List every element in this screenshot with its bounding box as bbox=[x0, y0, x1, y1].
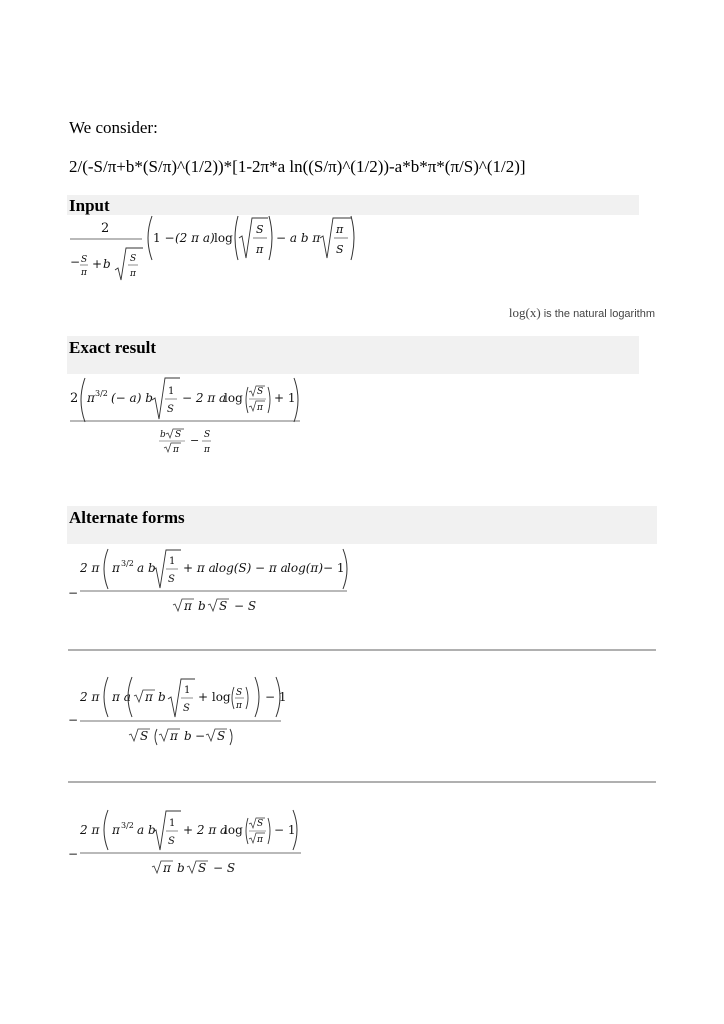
svg-text:(− a) b: (− a) b bbox=[111, 391, 153, 405]
svg-text:2 π: 2 π bbox=[80, 690, 100, 704]
svg-text:−: − bbox=[68, 847, 79, 861]
svg-text:+ log: + log bbox=[198, 690, 231, 704]
svg-text:− a b π: − a b π bbox=[276, 231, 321, 245]
svg-text:+ 2 π a: + 2 π a bbox=[183, 823, 228, 837]
svg-text:1: 1 bbox=[168, 386, 175, 397]
svg-text:π: π bbox=[87, 391, 95, 405]
svg-text:−: − bbox=[68, 586, 79, 600]
query-text: 2/(-S/π+b*(S/π)^(1/2))*[1-2π*a ln((S/π)^(1/2))-a*b*π*(π/S)^(1/2)] bbox=[69, 157, 526, 176]
svg-text:3/2: 3/2 bbox=[95, 389, 108, 398]
svg-text:log(π): log(π) bbox=[287, 561, 323, 575]
svg-text:− S: − S bbox=[213, 861, 236, 875]
svg-text:−: − bbox=[190, 434, 200, 447]
alternate-title: Alternate forms bbox=[69, 508, 185, 527]
svg-text:S: S bbox=[183, 703, 190, 714]
svg-text:π: π bbox=[184, 599, 192, 613]
svg-text:− 1: − 1 bbox=[323, 561, 345, 575]
svg-text:−: − bbox=[195, 729, 206, 743]
svg-text:π: π bbox=[256, 243, 264, 256]
svg-text:+: + bbox=[92, 257, 103, 271]
svg-text:S: S bbox=[168, 836, 175, 847]
input-header-band bbox=[67, 195, 639, 215]
svg-text:log: log bbox=[214, 231, 233, 245]
svg-text:log(S): log(S) bbox=[215, 561, 252, 575]
svg-text:π: π bbox=[170, 729, 178, 743]
svg-text:a b: a b bbox=[137, 823, 156, 837]
svg-text:1 −: 1 − bbox=[153, 231, 175, 245]
svg-text:π: π bbox=[145, 690, 153, 704]
svg-text:S: S bbox=[168, 574, 175, 585]
log-note-text: is the natural logarithm bbox=[543, 308, 655, 320]
svg-text:2 π: 2 π bbox=[80, 561, 100, 575]
svg-text:3/2: 3/2 bbox=[121, 821, 134, 830]
svg-text:(2 π a): (2 π a) bbox=[175, 231, 215, 245]
input-formula bbox=[68, 214, 368, 286]
svg-text:S: S bbox=[130, 254, 137, 264]
svg-text:log: log bbox=[224, 391, 243, 405]
svg-text:2: 2 bbox=[70, 391, 79, 406]
svg-text:π: π bbox=[236, 701, 242, 711]
svg-text:log: log bbox=[224, 823, 243, 837]
svg-text:1: 1 bbox=[169, 818, 176, 829]
svg-text:b: b bbox=[158, 690, 166, 704]
svg-text:− S: − S bbox=[234, 599, 257, 613]
svg-text:−: − bbox=[70, 255, 81, 269]
svg-text:1: 1 bbox=[184, 685, 191, 696]
svg-text:π: π bbox=[163, 861, 171, 875]
svg-text:S: S bbox=[175, 430, 182, 440]
svg-text:S: S bbox=[198, 861, 207, 875]
intro-label: We consider: bbox=[69, 118, 158, 137]
svg-text:π: π bbox=[130, 269, 136, 279]
svg-text:− 1: − 1 bbox=[274, 823, 296, 837]
svg-text:S: S bbox=[81, 255, 88, 265]
svg-text:π: π bbox=[257, 403, 263, 413]
alternate-form-1 bbox=[67, 545, 357, 625]
svg-text:S: S bbox=[219, 599, 228, 613]
exact-formula bbox=[68, 372, 308, 462]
exact-title: Exact result bbox=[69, 338, 157, 357]
svg-text:S: S bbox=[140, 729, 149, 743]
svg-text:π a: π a bbox=[112, 690, 131, 704]
svg-text:S: S bbox=[217, 729, 226, 743]
svg-text:π: π bbox=[112, 823, 120, 837]
svg-text:b: b bbox=[177, 861, 185, 875]
svg-text:+ 1: + 1 bbox=[274, 391, 296, 405]
svg-text:a b: a b bbox=[137, 561, 156, 575]
svg-text:S: S bbox=[236, 688, 243, 698]
alternate-form-3 bbox=[67, 806, 317, 886]
alternate-form-2 bbox=[67, 672, 297, 752]
svg-text:π: π bbox=[81, 268, 87, 278]
svg-text:S: S bbox=[167, 404, 174, 415]
svg-text:− 2 π a: − 2 π a bbox=[182, 391, 227, 405]
svg-text:3/2: 3/2 bbox=[121, 559, 134, 568]
svg-text:+ π a: + π a bbox=[183, 561, 216, 575]
input-title: Input bbox=[69, 196, 110, 215]
divider-2 bbox=[68, 781, 656, 783]
svg-text:b: b bbox=[198, 599, 206, 613]
svg-text:π: π bbox=[112, 561, 120, 575]
svg-text:1: 1 bbox=[169, 556, 176, 567]
svg-text:b: b bbox=[103, 257, 111, 271]
log-note-func: log(x) bbox=[508, 305, 541, 320]
svg-text:S: S bbox=[256, 223, 264, 236]
svg-text:S: S bbox=[257, 387, 264, 397]
log-note bbox=[509, 305, 655, 321]
svg-text:2 π: 2 π bbox=[80, 823, 100, 837]
divider-1 bbox=[68, 649, 656, 651]
svg-text:− 1: − 1 bbox=[265, 690, 287, 704]
svg-text:b: b bbox=[184, 729, 192, 743]
svg-text:π: π bbox=[173, 445, 179, 455]
svg-text:π: π bbox=[204, 445, 210, 455]
svg-text:S: S bbox=[204, 430, 211, 440]
svg-text:− π a: − π a bbox=[255, 561, 288, 575]
svg-text:π: π bbox=[257, 835, 263, 845]
svg-text:−: − bbox=[68, 713, 79, 727]
svg-text:S: S bbox=[257, 819, 264, 829]
svg-text:π: π bbox=[336, 223, 344, 236]
svg-text:b: b bbox=[160, 430, 166, 440]
input-numerator: 2 bbox=[101, 221, 110, 236]
svg-text:S: S bbox=[336, 243, 344, 256]
